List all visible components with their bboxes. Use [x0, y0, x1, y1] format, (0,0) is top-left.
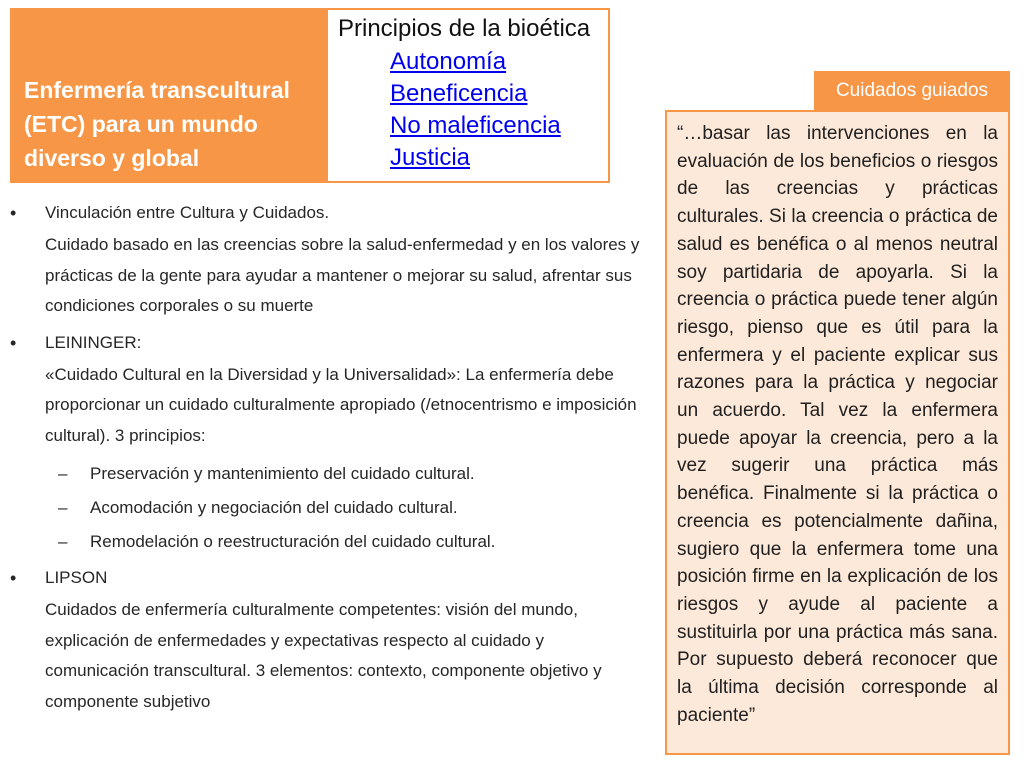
bioethics-principles-box [326, 8, 610, 183]
paragraph-culture-care: Cuidado basado en las creencias sobre la salud-enfermedad y en los valores y prácticas de la gente para ayudar a mantener o mejorar su salud, afrentar sus condiciones corporales o su muerte [45, 235, 640, 315]
paragraph-leininger: «Cuidado Cultural en la Diversidad y la Universalidad»: La enfermería debe proporcionar un cuidado culturalmente apropiado (/etnocentrismo e imposición cultural). 3 principios: [45, 364, 637, 445]
slide-title: Enfermería transcultural (ETC) para un mundo diverso y global [24, 77, 290, 171]
principle-item[interactable] [390, 142, 598, 174]
guided-care-quote: “…basar las intervenciones en la evaluación de los beneficios o riesgos de las creencias y prácticas culturales. Si la creencia o práctica de salud es benéfica o al menos neutral soy partidaria de apoyarla. Si la creencia o práctica puede tener algún riesgo, pienso que es útil para la enfermera y el paciente explicar sus razones para la práctica y negociar un acuerdo. Tal vez la enfermera puede apoyar la creencia, pero a la vez sugerir una práctica más benéfica. Finalmente si la práctica o creencia es potencialmente dañina, sugiero que la enfermera tome una posición firme en la explicación de los riesgos y ayude al paciente a sustituirla por una práctica más sana. Por supuesto deberá reconocer que la última decisión corresponde al paciente” [677, 123, 998, 726]
sub-item-restructuring: – Remodelación o reestructuración del cuidado cultural. [10, 525, 650, 559]
principle-link-autonomia[interactable]: Autonomía [390, 48, 507, 75]
title-box [10, 8, 330, 183]
principles-list [338, 46, 598, 174]
principle-link-no-maleficencia[interactable]: No maleficencia [390, 112, 561, 139]
bullet-lipson: • LIPSON [10, 563, 650, 593]
guided-care-quote-box [665, 110, 1010, 755]
paragraph-lipson: Cuidados de enfermería culturalmente competentes: visión del mundo, explicación de enfermedades y expectativas respecto al cuidado y comunicación transcultural. 3 elementos: contexto, componente objetivo y componente subjetivo [45, 600, 602, 711]
principle-item[interactable] [390, 46, 598, 78]
principle-link-beneficencia[interactable]: Beneficencia [390, 80, 528, 107]
principle-item[interactable] [390, 78, 598, 110]
principle-link-justicia[interactable]: Justicia [390, 144, 471, 171]
sub-item-preservation: – Preservación y mantenimiento del cuidado cultural. [10, 457, 650, 491]
main-content [10, 198, 650, 723]
principles-heading: Principios de la bioética [338, 15, 591, 42]
sub-item-accommodation: – Acomodación y negociación del cuidado cultural. [10, 491, 650, 525]
guided-care-label: Cuidados guiados [814, 71, 1010, 111]
bullet-leininger: • LEININGER: [10, 328, 650, 358]
principle-item[interactable] [390, 110, 598, 142]
bullet-culture-care: • Vinculación entre Cultura y Cuidados. [10, 198, 650, 228]
